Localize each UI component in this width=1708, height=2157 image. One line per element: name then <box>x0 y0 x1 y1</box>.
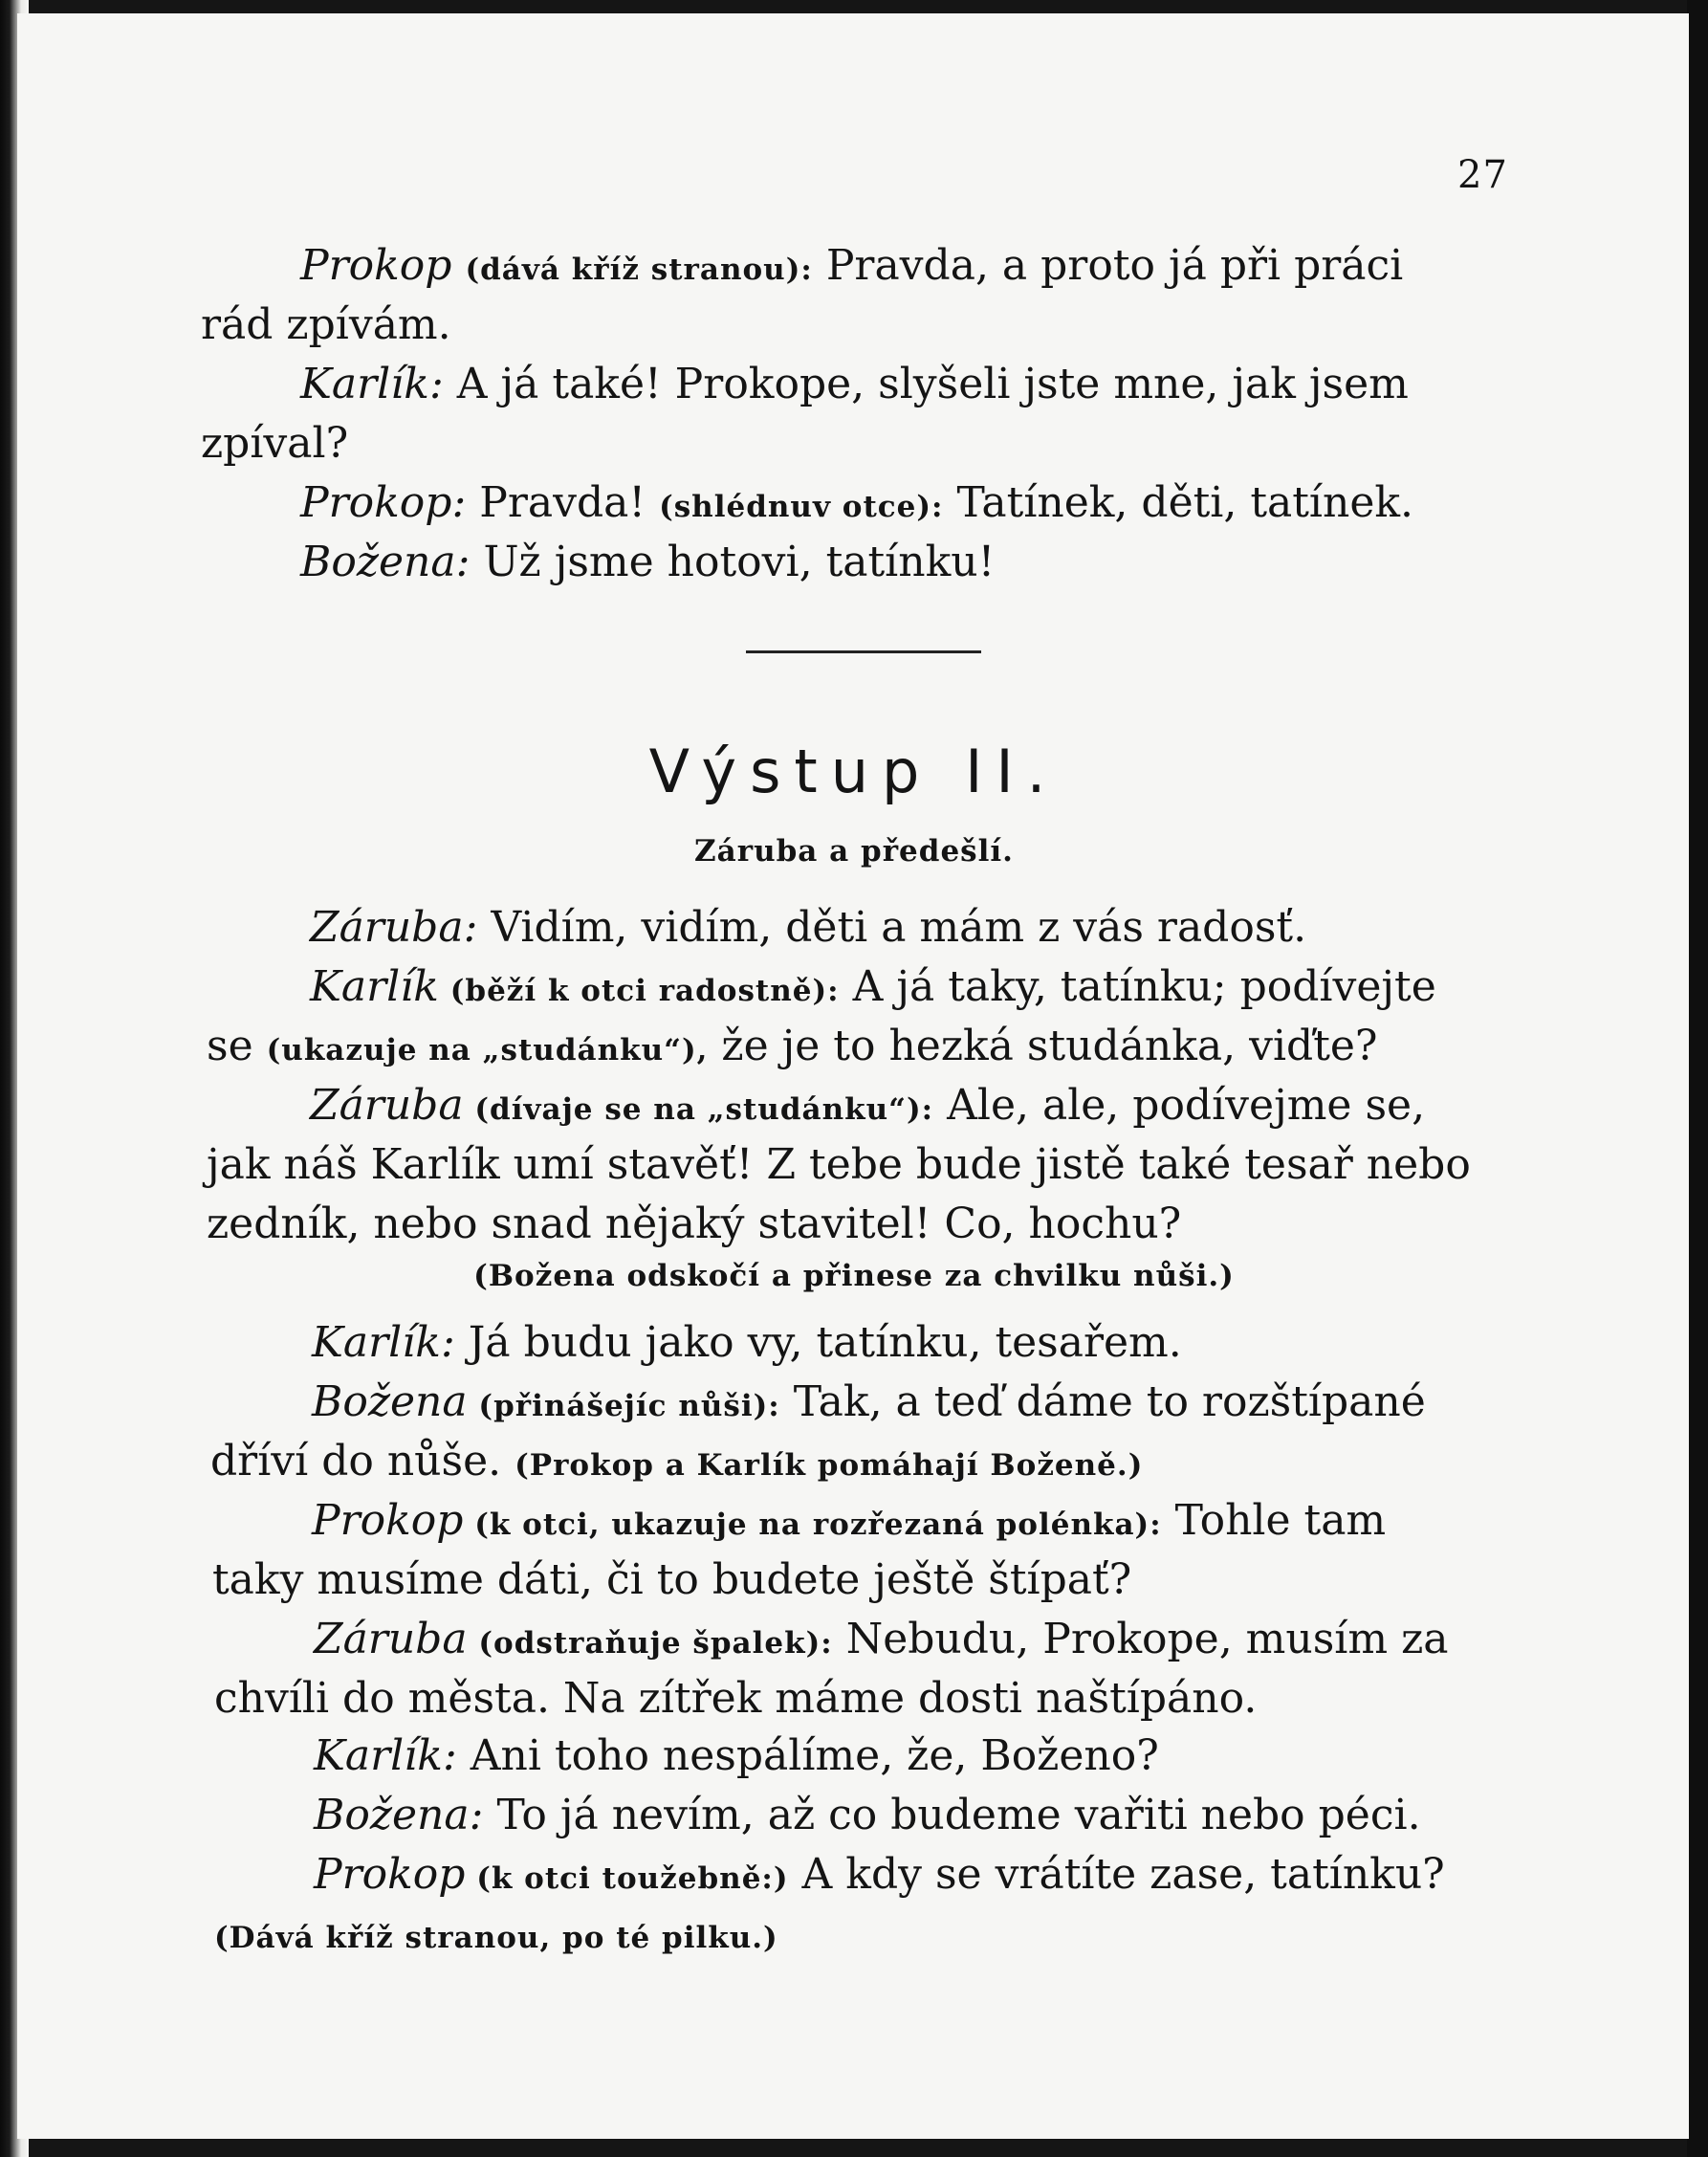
scan-edge-right <box>1687 0 1708 2157</box>
spoken-text: Ani toho nespálíme, že, Boženo? <box>456 1731 1159 1780</box>
spoken-text: zpíval? <box>201 419 349 468</box>
spoken-text: zedník, nebo snad nějaký stavitel! Co, hochu? <box>207 1200 1182 1248</box>
speaker-name: Prokop <box>314 1850 466 1899</box>
speaker-name: Záruba <box>314 1615 468 1663</box>
speaker-name: Prokop: <box>300 478 467 527</box>
text-line <box>300 354 1409 415</box>
spoken-text: Nebudu, Prokope, musím za <box>832 1615 1449 1663</box>
section-divider <box>746 650 981 653</box>
speaker-name: Prokop <box>312 1496 464 1545</box>
spoken-text: dříví do nůše. <box>210 1437 515 1486</box>
text-line <box>314 1609 1449 1674</box>
text-line <box>312 1312 1182 1374</box>
spoken-text: Ale, ale, podívejme se, <box>933 1081 1426 1130</box>
speaker-name: Záruba <box>310 1081 464 1130</box>
text-line <box>201 295 451 356</box>
text-line <box>201 413 348 474</box>
spoken-text: taky musíme dáti, či to budete ještě štípať? <box>212 1555 1132 1604</box>
text-line <box>210 1431 1143 1496</box>
text-line <box>310 897 1306 958</box>
text-line <box>207 1134 1471 1196</box>
stage-direction: (dívaje se na „studánku“): <box>463 1092 934 1127</box>
text-line <box>214 1904 778 1969</box>
speaker-name: Záruba: <box>310 903 478 952</box>
stage-direction: (ukazuje na „studánku“), <box>266 1033 709 1067</box>
text-line <box>312 1372 1426 1437</box>
text-line <box>314 1726 1159 1787</box>
stage-direction: (shlédnuv otce): <box>659 490 944 524</box>
speaker-name: Prokop <box>300 241 452 290</box>
text-line <box>310 957 1436 1022</box>
stage-direction: (Prokop a Karlík pomáhají Boženě.) <box>515 1448 1144 1483</box>
stage-direction: (k otci, ukazuje na rozřezaná polénka): <box>463 1508 1162 1542</box>
stage-direction: (Dává kříž stranou, po té pilku.) <box>214 1921 778 1955</box>
spoken-text: Pravda, a proto já při práci <box>812 241 1404 290</box>
stage-direction: (běží k otci radostně): <box>438 974 840 1008</box>
spoken-text: Pravda! <box>466 478 660 527</box>
spoken-text: Už jsme hotovi, tatínku! <box>470 538 996 586</box>
spoken-text: To já nevím, až co budeme vařiti nebo péci. <box>483 1791 1421 1839</box>
stage-direction: (přinášejíc nůši): <box>467 1389 780 1423</box>
stage-direction: (odstraňuje špalek): <box>467 1626 833 1661</box>
spoken-text: Tohle tam <box>1161 1496 1387 1545</box>
text-line <box>314 1785 1421 1846</box>
text-line <box>207 1016 1378 1081</box>
spoken-text: Já budu jako vy, tatínku, tesařem. <box>454 1318 1182 1367</box>
speaker-name: Božena: <box>314 1791 484 1839</box>
spoken-text: A já taky, tatínku; podívejte <box>839 962 1436 1011</box>
stage-direction-centered: (Božena odskočí a přinese za chvilku nůši.) <box>473 1259 1235 1293</box>
text-line <box>214 1668 1257 1729</box>
text-line <box>300 473 1413 538</box>
speaker-name: Karlík: <box>300 360 444 408</box>
text-line <box>207 1194 1181 1255</box>
stage-direction: (k otci toužebně:) <box>465 1861 789 1896</box>
text-line <box>312 1490 1386 1555</box>
text-line <box>300 235 1403 300</box>
spoken-text: Tatínek, děti, tatínek. <box>943 478 1414 527</box>
scene-cast: Záruba a předešlí. <box>694 834 1014 869</box>
speaker-name: Božena <box>312 1377 468 1426</box>
scene-title: Výstup II. <box>648 737 1060 806</box>
spoken-text: se <box>207 1022 267 1070</box>
speaker-name: Karlík <box>310 962 439 1011</box>
text-line <box>314 1844 1445 1909</box>
text-line <box>300 532 995 593</box>
spoken-text: A já také! Prokope, slyšeli jste mne, jak jsem <box>443 360 1409 408</box>
spoken-text: rád zpívám. <box>201 300 451 349</box>
page-number: 27 <box>1457 153 1508 197</box>
spoken-text: chvíli do města. Na zítřek máme dosti naštípáno. <box>214 1674 1258 1723</box>
book-page <box>17 13 1689 2139</box>
text-line <box>310 1075 1425 1140</box>
spoken-text: A kdy se vrátíte zase, tatínku? <box>788 1850 1445 1899</box>
speaker-name: Karlík: <box>312 1318 455 1367</box>
text-line <box>212 1550 1131 1611</box>
spoken-text: že je to hezká studánka, viďte? <box>708 1022 1378 1070</box>
spoken-text: jak náš Karlík umí stavěť! Z tebe bude jistě také tesař nebo <box>207 1140 1471 1189</box>
spoken-text: Vidím, vidím, děti a mám z vás radosť. <box>477 903 1307 952</box>
speaker-name: Karlík: <box>314 1731 457 1780</box>
spoken-text: Tak, a teď dáme to rozštípané <box>779 1377 1426 1426</box>
stage-direction: (dává kříž stranou): <box>465 253 813 287</box>
speaker-name: Božena: <box>300 538 471 586</box>
